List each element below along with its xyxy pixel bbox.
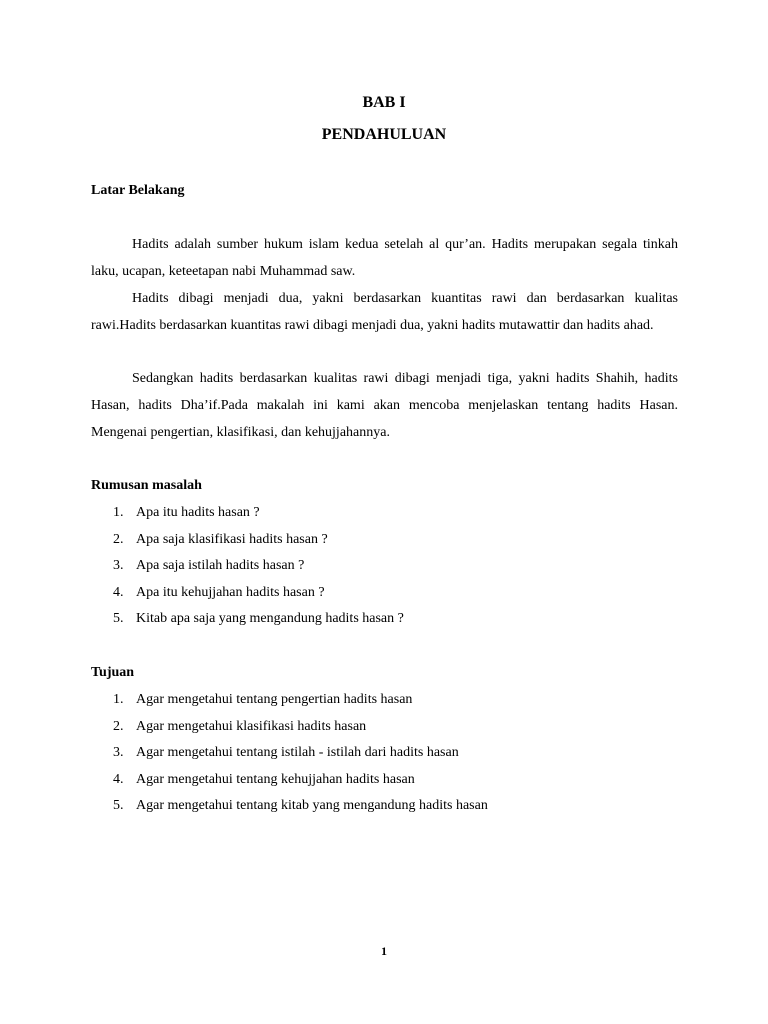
list-item-text: Agar mengetahui tentang pengertian hadits hasan xyxy=(136,692,413,707)
section-heading-purpose: Tujuan xyxy=(91,665,135,680)
list-item-number: 4. xyxy=(113,771,124,787)
list-item-number: 5. xyxy=(113,798,124,813)
list-item-text: Apa itu hadits hasan ? xyxy=(136,505,260,520)
list-item-number: 2. xyxy=(113,718,124,734)
list-item-text: Agar mengetahui tentang kehujjahan hadits hasan xyxy=(136,771,415,787)
list-item-number: 5. xyxy=(113,611,124,626)
list-item-text: Agar mengetahui tentang kitab yang mengandung hadits hasan xyxy=(136,798,488,813)
list-item-number: 4. xyxy=(113,584,124,600)
paragraph-3: Sedangkan hadits berdasarkan kualitas rawi dibagi menjadi tiga, yakni hadits Shahih, hadits Hasan, hadits Dha’if.Pada makalah ini kami akan mencoba menjelaskan tentang hadits Hasan. Mengenai pengertian, klasifikasi, dan kehujjahannya. xyxy=(91,371,678,440)
chapter-title: PENDAHULUAN xyxy=(321,126,447,143)
list-item-text: Agar mengetahui tentang istilah - istilah dari hadits hasan xyxy=(136,745,459,760)
list-item-text: Agar mengetahui klasifikasi hadits hasan xyxy=(136,718,367,734)
list-item-text: Kitab apa saja yang mengandung hadits hasan ? xyxy=(136,611,404,626)
paragraph-2: Hadits dibagi menjadi dua, yakni berdasarkan kuantitas rawi dan berdasarkan kualitas rawi.Hadits berdasarkan kuantitas rawi dibagi menjadi dua, yakni hadits mutawattir dan hadits ahad. xyxy=(91,291,678,333)
list-item-text: Apa saja klasifikasi hadits hasan ? xyxy=(136,531,328,547)
section-heading-problem: Rumusan masalah xyxy=(91,478,202,493)
list-item-number: 3. xyxy=(113,558,124,573)
list-item-text: Apa saja istilah hadits hasan ? xyxy=(136,558,305,573)
list-item-number: 3. xyxy=(113,745,124,760)
page-number: 1 xyxy=(381,944,387,958)
list-item-text: Apa itu kehujjahan hadits hasan ? xyxy=(136,584,325,600)
paragraph-1: Hadits adalah sumber hukum islam kedua setelah al qur’an. Hadits merupakan segala tinkah laku, ucapan, keteetapan nabi Muhammad saw. xyxy=(91,237,678,279)
chapter-label: BAB I xyxy=(362,94,406,111)
section-heading-background: Latar Belakang xyxy=(91,183,185,198)
list-item-number: 1. xyxy=(113,692,124,707)
list-item-number: 1. xyxy=(113,505,124,520)
list-item-number: 2. xyxy=(113,531,124,547)
